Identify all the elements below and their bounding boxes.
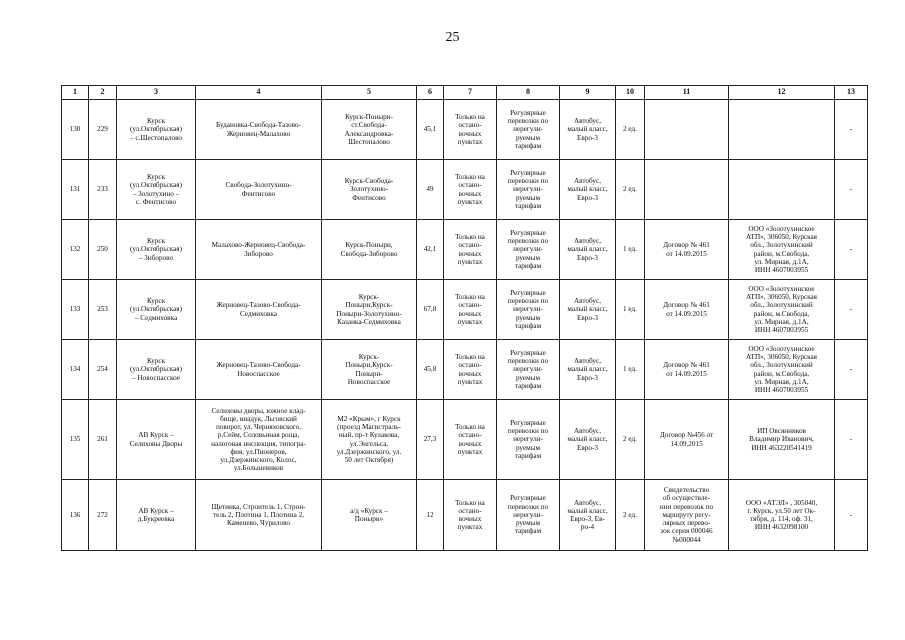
- table-cell: 45,8: [417, 340, 444, 400]
- table-cell: Договор № 461 от 14.09.2015: [645, 280, 729, 340]
- table-cell: 130: [62, 100, 89, 160]
- table-cell: Регулярные перевозки по нерегули- руемым тарифам: [497, 480, 560, 551]
- table-cell: Автобус, малый класс, Евро-3: [560, 100, 616, 160]
- table-cell: Свидетельство об осуществле- нии перевозок по маршруту регу- лярных перево- зок серия 000046 №000044: [645, 480, 729, 551]
- table-cell: Курск (ул.Октябрьская) – с.Шестопалово: [117, 100, 196, 160]
- table-cell: Курск- Поныри,Курск- Поныри- Новоспасское: [322, 340, 417, 400]
- table-cell: АВ Курск – Селиховы Дворы: [117, 400, 196, 480]
- table-cell: Курск (ул.Октябрьская) – Золотухино – с. Фентисово: [117, 160, 196, 220]
- table-cell: Только на остано- вочных пунктах: [444, 220, 497, 280]
- table-row: [62, 100, 868, 160]
- header-cell: 1: [62, 86, 89, 100]
- header-cell: 12: [729, 86, 835, 100]
- table-cell: Селиховы дворы, южное клад- бище, виадук, Льговский поворот, ул. Черняховского, р.Сейм, Соловьиная роща, налоговая инспекция, типогра- фия, ул.Пионеров, ул.Дзержинского, Колос, ул.Большевиков: [196, 400, 322, 480]
- table-cell: -: [835, 160, 868, 220]
- header-cell: 11: [645, 86, 729, 100]
- table-cell: 2 ед.: [616, 400, 645, 480]
- table-cell: [729, 100, 835, 160]
- table-cell: -: [835, 340, 868, 400]
- table-cell: Щетинка, Строитель 1, Строи- тель 2, Плотина 1, Плотина 2, Каменево, Чурилово: [196, 480, 322, 551]
- table-cell: 253: [89, 280, 117, 340]
- table-cell: 1 ед.: [616, 280, 645, 340]
- header-cell: 6: [417, 86, 444, 100]
- table-cell: Договор № 461 от 14.09.2015: [645, 340, 729, 400]
- table-cell: Договор №456 от 14.09.2015: [645, 400, 729, 480]
- table-cell: 135: [62, 400, 89, 480]
- table-cell: 49: [417, 160, 444, 220]
- table-row: [62, 340, 868, 400]
- table-cell: Жерновец-Тазово-Свобода- Новоспасское: [196, 340, 322, 400]
- table-cell: Регулярные перевозки по нерегули- руемым тарифам: [497, 400, 560, 480]
- table-cell: Автобус, малый класс, Евро-3: [560, 340, 616, 400]
- table-cell: 250: [89, 220, 117, 280]
- table-cell: Свобода-Золотухино- Фентисово: [196, 160, 322, 220]
- header-row: [62, 86, 868, 100]
- table-cell: Курск (ул.Октябрьская) – Новоспасское: [117, 340, 196, 400]
- routes-table: [61, 85, 868, 551]
- table-cell: а/д «Курск – Поныри»: [322, 480, 417, 551]
- table-cell: 132: [62, 220, 89, 280]
- table-cell: Курск-Свобода- Золотухино- Фентисово: [322, 160, 417, 220]
- table-cell: Курск (ул.Октябрьская) – Зиборово: [117, 220, 196, 280]
- table-cell: ИП Овсянников Владимир Иванович, ИНН 463220541419: [729, 400, 835, 480]
- table-cell: ООО «Золотухинское АТП», 306050, Курская обл., Золотухинский район, м.Свобода, ул. Мирная, д.1А, ИНН 4607003955: [729, 280, 835, 340]
- table-cell: Курск (ул.Октябрьская) – Седмиховка: [117, 280, 196, 340]
- table-cell: Регулярные перевозки по нерегули- руемым тарифам: [497, 160, 560, 220]
- table-cell: АВ Курск – д.Букреевка: [117, 480, 196, 551]
- table-cell: 2 ед.: [616, 480, 645, 551]
- header-cell: 13: [835, 86, 868, 100]
- table-cell: Регулярные перевозки по нерегули- руемым тарифам: [497, 220, 560, 280]
- table-cell: -: [835, 400, 868, 480]
- table-cell: Автобус, малый класс, Евро-3: [560, 400, 616, 480]
- table-cell: 131: [62, 160, 89, 220]
- table-row: [62, 220, 868, 280]
- table-cell: 272: [89, 480, 117, 551]
- table-cell: -: [835, 220, 868, 280]
- table-cell: 45,1: [417, 100, 444, 160]
- header-cell: 8: [497, 86, 560, 100]
- header-cell: 3: [117, 86, 196, 100]
- table-cell: Только на остано- вочных пунктах: [444, 340, 497, 400]
- header-cell: 10: [616, 86, 645, 100]
- table-cell: 136: [62, 480, 89, 551]
- table-cell: 229: [89, 100, 117, 160]
- table-cell: Регулярные перевозки по нерегули- руемым тарифам: [497, 340, 560, 400]
- header-cell: 7: [444, 86, 497, 100]
- table-cell: 233: [89, 160, 117, 220]
- table-cell: 67,8: [417, 280, 444, 340]
- table-cell: 133: [62, 280, 89, 340]
- table-cell: Только на остано- вочных пунктах: [444, 280, 497, 340]
- table-cell: Автобус, малый класс, Евро-3: [560, 220, 616, 280]
- header-cell: 2: [89, 86, 117, 100]
- table-cell: 1 ед.: [616, 220, 645, 280]
- table-cell: ООО «Золотухинское АТП», 306050, Курская обл., Золотухинский район, м.Свобода, ул. Мирная, д.1А, ИНН 4607003955: [729, 220, 835, 280]
- table-cell: Будановка-Свобода-Тазово- Жерновец-Малахово: [196, 100, 322, 160]
- table-row: [62, 280, 868, 340]
- table-cell: [645, 160, 729, 220]
- table-cell: Только на остано- вочных пунктах: [444, 100, 497, 160]
- table-cell: Курск- Поныри,Курск- Поныри-Золотухино- Казанка-Седмиховка: [322, 280, 417, 340]
- table-cell: 261: [89, 400, 117, 480]
- table-cell: Только на остано- вочных пунктах: [444, 160, 497, 220]
- table-cell: Договор № 461 от 14.09.2015: [645, 220, 729, 280]
- table-cell: Малахово-Жерновец-Свобода- Зиборово: [196, 220, 322, 280]
- table-cell: Курск-Поныри, Свобода-Зиборово: [322, 220, 417, 280]
- page-number: 25: [445, 30, 460, 45]
- table-cell: ООО «АТЭЛ» , 305040, г. Курск, ул.50 лет Ок- тября, д. 114, оф. 31, ИНН 4632098100: [729, 480, 835, 551]
- table-cell: 254: [89, 340, 117, 400]
- table-cell: -: [835, 280, 868, 340]
- table-cell: -: [835, 100, 868, 160]
- table-cell: 2 ед.: [616, 160, 645, 220]
- table-cell: Регулярные перевозки по нерегули- руемым тарифам: [497, 280, 560, 340]
- header-cell: 9: [560, 86, 616, 100]
- table-cell: Автобус, малый класс, Евро-3, Ев- ро-4: [560, 480, 616, 551]
- table-cell: М2 «Крым», г Курск (проезд Магистраль- ный, пр-т Кулакова, ул.Энгельса, ул.Дзержинского, ул. 50 лет Октября): [322, 400, 417, 480]
- table-cell: Регулярные перевозки по нерегули- руемым тарифам: [497, 100, 560, 160]
- table-cell: 42,1: [417, 220, 444, 280]
- table-cell: 1 ед.: [616, 340, 645, 400]
- table-cell: Только на остано- вочных пунктах: [444, 480, 497, 551]
- table-cell: [645, 100, 729, 160]
- table-cell: 134: [62, 340, 89, 400]
- header-cell: 5: [322, 86, 417, 100]
- table-cell: Автобус, малый класс, Евро-3: [560, 280, 616, 340]
- table-cell: 12: [417, 480, 444, 551]
- table-cell: Только на остано- вочных пунктах: [444, 400, 497, 480]
- table-cell: 2 ед.: [616, 100, 645, 160]
- table-row: [62, 400, 868, 480]
- table-cell: Автобус, малый класс, Евро-3: [560, 160, 616, 220]
- header-cell: 4: [196, 86, 322, 100]
- table-cell: 27,3: [417, 400, 444, 480]
- table-cell: [729, 160, 835, 220]
- table-cell: Жерновец-Тазово-Свобода- Седмиховка: [196, 280, 322, 340]
- table-cell: ООО «Золотухинское АТП», 306050, Курская обл., Золотухинский район, м.Свобода, ул. Мирная, д.1А, ИНН 4607003955: [729, 340, 835, 400]
- table-row: [62, 480, 868, 551]
- table-row: [62, 160, 868, 220]
- table-cell: -: [835, 480, 868, 551]
- table-cell: Курск-Поныри- ст.Свобода- Александровка- Шестопалово: [322, 100, 417, 160]
